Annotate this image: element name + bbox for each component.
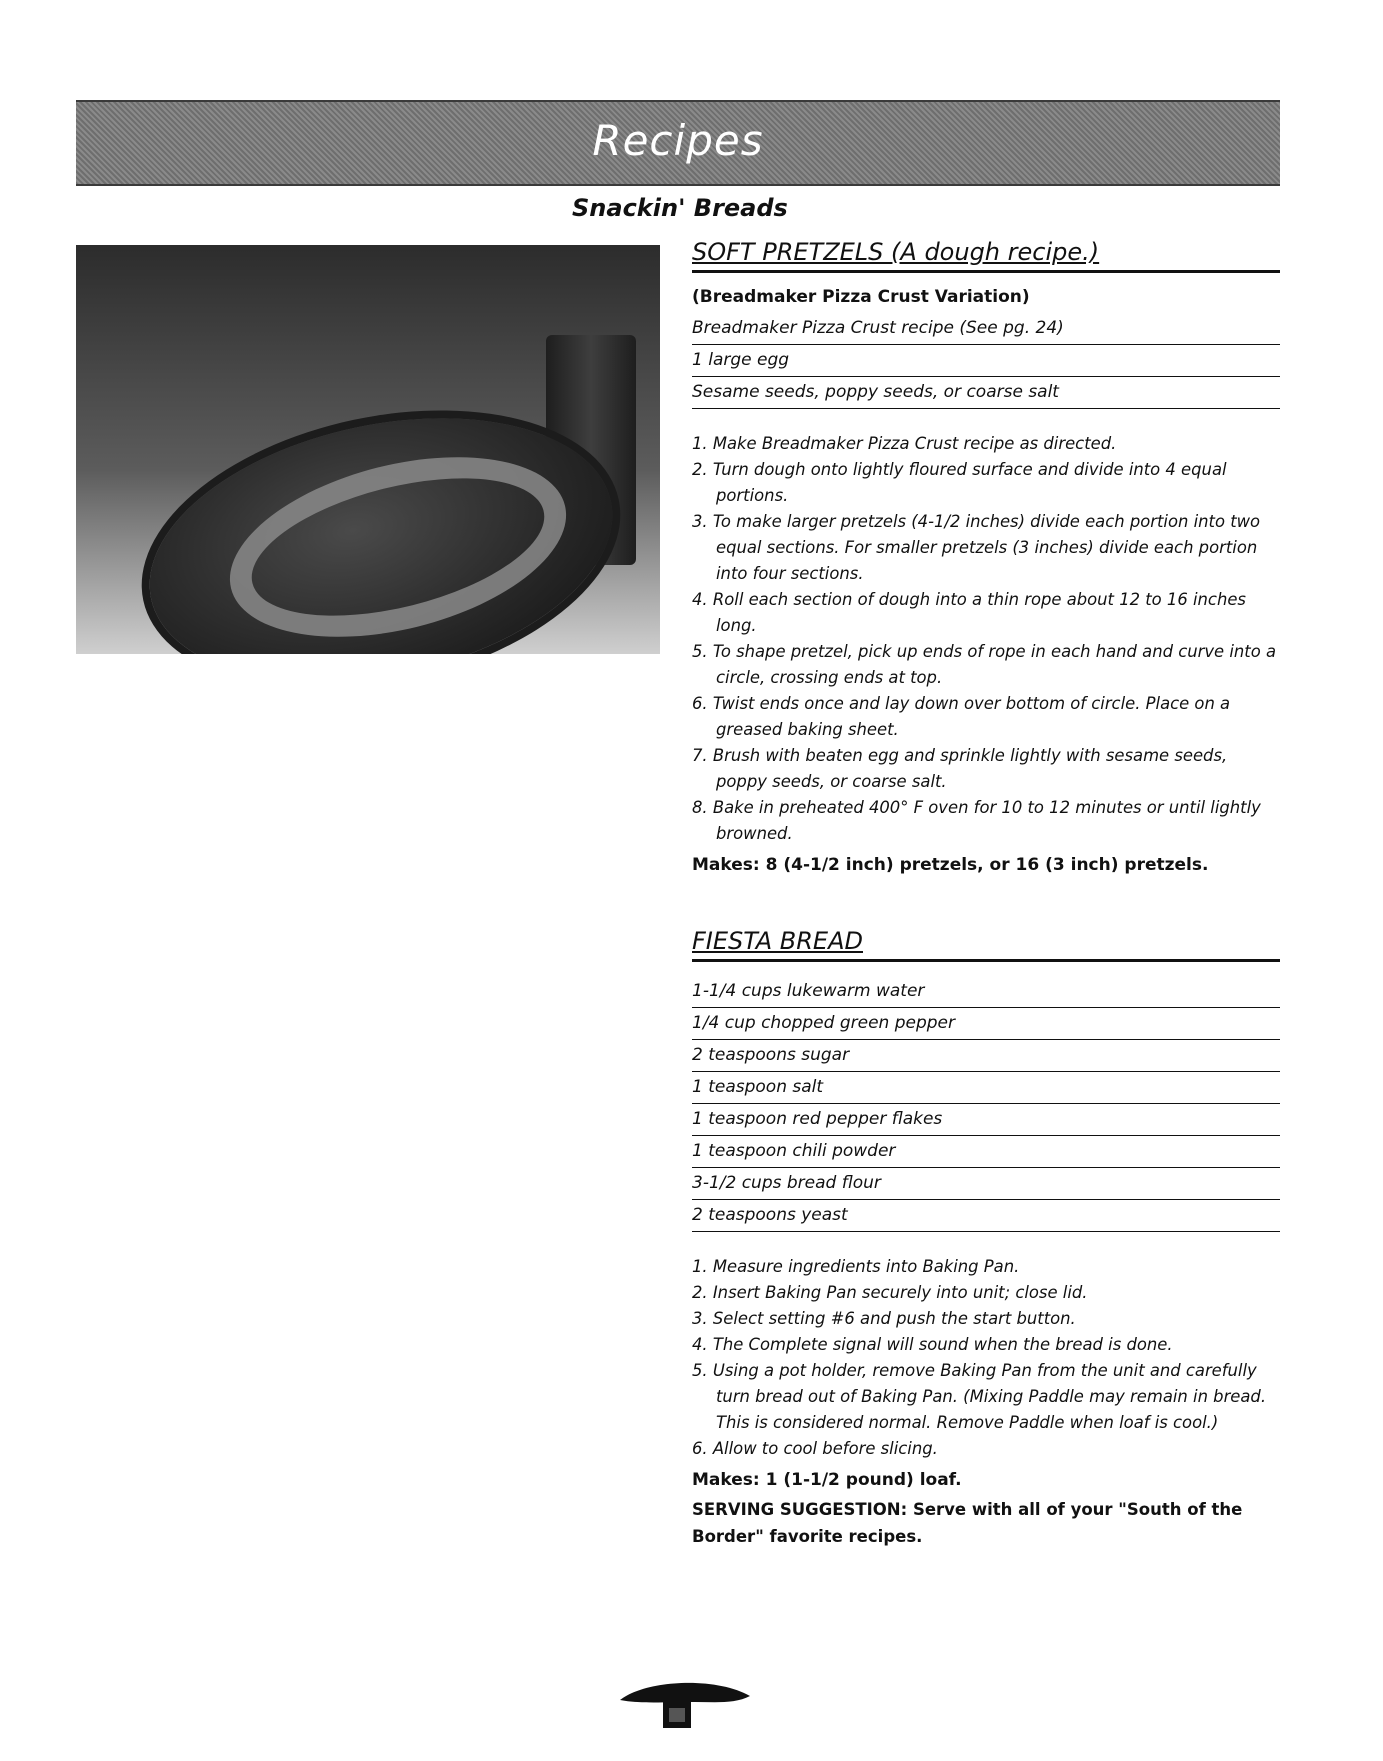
recipe-variation: (Breadmaker Pizza Crust Variation) <box>692 287 1030 307</box>
recipe-yield: Makes: 8 (4-1/2 inch) pretzels, or 16 (3 inch) pretzels. <box>692 855 1209 875</box>
ingredient-item: 3-1/2 cups bread flour <box>692 1168 1280 1200</box>
instruction-step: 6. Allow to cool before slicing. <box>692 1439 938 1458</box>
ingredient-item: 2 teaspoons sugar <box>692 1040 1280 1072</box>
ingredient-item: 1 teaspoon chili powder <box>692 1136 1280 1168</box>
soft-pretzels-recipe <box>692 238 1280 875</box>
recipe-content <box>692 238 1280 1550</box>
ingredient-item: Sesame seeds, poppy seeds, or coarse salt <box>692 377 1280 409</box>
ingredient-list <box>692 976 1280 1232</box>
page-title: Recipes <box>592 116 764 165</box>
ingredient-item: Breadmaker Pizza Crust recipe (See pg. 24) <box>692 313 1280 345</box>
instruction-step: 7. Brush with beaten egg and sprinkle lightly with sesame seeds, poppy seeds, or coarse salt. <box>692 746 1228 791</box>
serving-suggestion: SERVING SUGGESTION: Serve with all of your "South of the Border" favorite recipes. <box>692 1500 1243 1546</box>
fiesta-bread-recipe <box>692 927 1280 1550</box>
instruction-step: 8. Bake in preheated 400° F oven for 10 to 12 minutes or until lightly browned. <box>692 798 1261 843</box>
header-banner <box>76 100 1280 186</box>
instruction-step: 2. Insert Baking Pan securely into unit; close lid. <box>692 1283 1088 1302</box>
ingredient-list <box>692 313 1280 409</box>
instruction-step: 1. Make Breadmaker Pizza Crust recipe as directed. <box>692 434 1117 453</box>
recipe-yield: Makes: 1 (1-1/2 pound) loaf. <box>692 1470 962 1490</box>
instruction-step: 2. Turn dough onto lightly floured surface and divide into 4 equal portions. <box>692 460 1227 505</box>
ingredient-item: 1 large egg <box>692 345 1280 377</box>
recipe-photo <box>76 245 660 654</box>
ingredient-item: 1 teaspoon red pepper flakes <box>692 1104 1280 1136</box>
ingredient-item: 1-1/4 cups lukewarm water <box>692 976 1280 1008</box>
instruction-step: 4. Roll each section of dough into a thin rope about 12 to 16 inches long. <box>692 590 1246 635</box>
recipe-title: FIESTA BREAD <box>692 927 1280 962</box>
instruction-step: 4. The Complete signal will sound when the bread is done. <box>692 1335 1173 1354</box>
instruction-step: 3. Select setting #6 and push the start button. <box>692 1309 1076 1328</box>
instruction-list <box>692 1254 1280 1462</box>
instruction-step: 3. To make larger pretzels (4-1/2 inches) divide each portion into two equal sections. For smaller pretzels (3 inches) divide each portion into four sections. <box>692 512 1261 583</box>
instruction-step: 5. To shape pretzel, pick up ends of rope in each hand and curve into a circle, crossing ends at top. <box>692 642 1276 687</box>
section-subtitle: Snackin' Breads <box>572 194 788 222</box>
breadmaker-logo-icon <box>615 1672 755 1732</box>
ingredient-item: 1 teaspoon salt <box>692 1072 1280 1104</box>
recipe-title: SOFT PRETZELS (A dough recipe.) <box>692 238 1280 273</box>
ingredient-item: 2 teaspoons yeast <box>692 1200 1280 1232</box>
instruction-list <box>692 431 1280 847</box>
instruction-step: 5. Using a pot holder, remove Baking Pan from the unit and carefully turn bread out of Baking Pan. (Mixing Paddle may remain in bread. This is considered normal. Remove Paddle when loaf is cool.) <box>692 1361 1267 1432</box>
ingredient-item: 1/4 cup chopped green pepper <box>692 1008 1280 1040</box>
instruction-step: 6. Twist ends once and lay down over bottom of circle. Place on a greased baking sheet. <box>692 694 1231 739</box>
instruction-step: 1. Measure ingredients into Baking Pan. <box>692 1257 1020 1276</box>
